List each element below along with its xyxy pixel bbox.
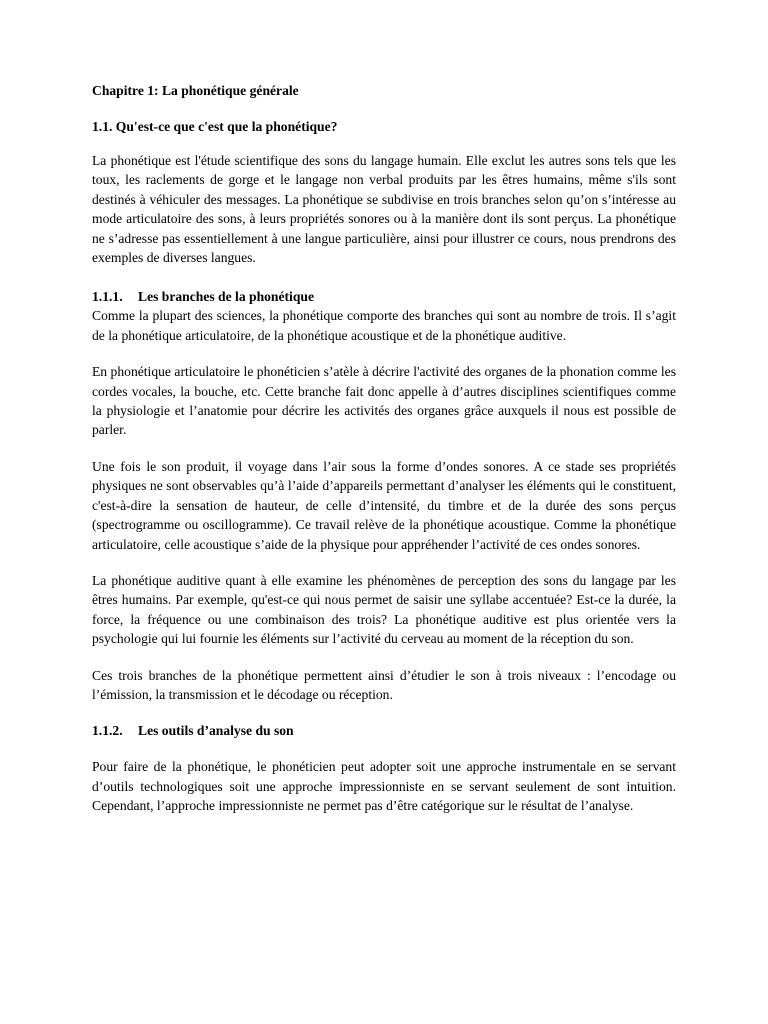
body-paragraph: En phonétique articulatoire le phonéticien s’atèle à décrire l'activité des organes de la phonation comme les cordes vocales, la bouche, etc. Cette branche fait donc appelle à d’autres disciplines scientifiques comme la physiologie et l’anatomie pour décrire les activités des organes grâce auxquels il nous est possible de parler. bbox=[92, 364, 676, 438]
chapter-title: Chapitre 1: La phonétique générale bbox=[92, 83, 299, 98]
subsection-1-title: Les branches de la phonétique bbox=[138, 289, 314, 305]
subsection-2-title: Les outils d’analyse du son bbox=[138, 723, 294, 739]
section-intro-paragraph: La phonétique est l'étude scientifique des sons du langage humain. Elle exclut les autres sons tels que les toux, les raclements de gorge et le langage non verbal produits par les êtres humains, même s'ils sont destinés à véhiculer des messages. La phonétique se subdivise en trois branches selon qu’on s’intéresse au mode articulatoire des sons, à leurs propriétés sonores ou à la manière dont ils sont perçus. La phonétique ne s’adresse pas essentiellement à une langue particulière, ainsi pour illustrer ce cours, nous prendrons des exemples de diverses langues. bbox=[92, 153, 676, 266]
subsection-1-heading bbox=[92, 287, 676, 306]
body-paragraph: Une fois le son produit, il voyage dans l’air sous la forme d’ondes sonores. A ce stade ses propriétés physiques ne sont observables qu’à l’aide d’appareils permettant d’analyser les éléments qui le constituent, c'est-à-dire la sensation de hauteur, de celle d’intensité, du timbre et de la durée des sons perçus (spectrogramme ou oscillogramme). Ce travail relève de la phonétique acoustique. Comme la phonétique articulatoire, celle acoustique s’aide de la physique pour appréhender l’activité de ces ondes sonores. bbox=[92, 458, 676, 552]
section-title: 1.1. Qu'est-ce que c'est que la phonétique? bbox=[92, 119, 338, 134]
subsection-1-number: 1.1.1. bbox=[92, 289, 123, 305]
body-paragraph: Ces trois branches de la phonétique permettent ainsi d’étudier le son à trois niveaux : l’encodage ou l’émission, la transmission et le décodage ou réception. bbox=[92, 667, 676, 702]
subsection-2-number: 1.1.2. bbox=[92, 723, 123, 739]
body-paragraph: La phonétique auditive quant à elle examine les phénomènes de perception des sons du langage par les êtres humains. Par exemple, qu'est-ce qui nous permet de saisir une syllabe accentuée? Est-ce la durée, la force, la fréquence ou une combinaison des trois? La phonétique auditive est plus orientée vers la psychologie qui lui fournie les éléments sur l’activité du cerveau au moment de la réception du son. bbox=[92, 572, 676, 647]
body-paragraph: Pour faire de la phonétique, le phonéticien peut adopter soit une approche instrumentale en se servant d’outils technologiques soit une approche impressionniste en se servant seulement de sont intuition. Cependant, l’approche impressionniste ne permet pas d’être catégorique sur le résultat de l’analyse. bbox=[92, 759, 676, 814]
body-paragraph: Comme la plupart des sciences, la phonétique comporte des branches qui sont au nombre de trois. Il s’agit de la phonétique articulatoire, de la phonétique acoustique et de la phonétique auditive. bbox=[92, 308, 676, 343]
subsection-2-heading bbox=[92, 721, 676, 740]
